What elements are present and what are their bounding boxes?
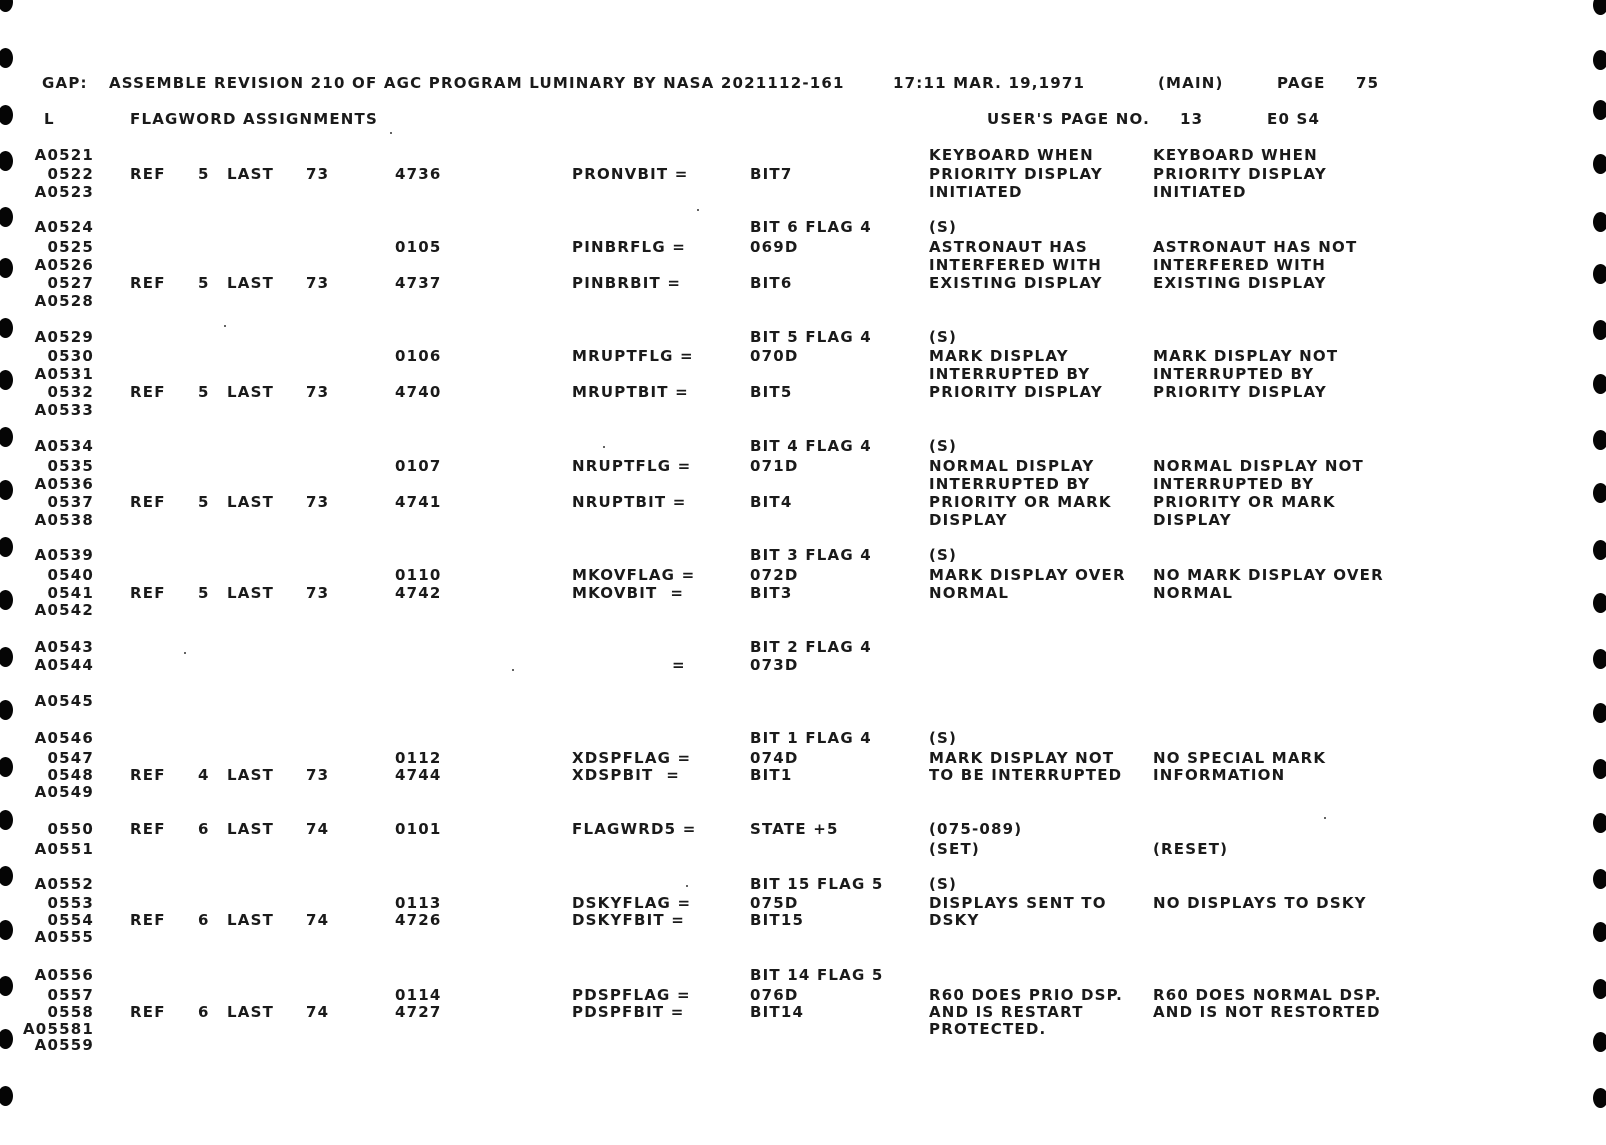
feed-hole	[1593, 154, 1606, 174]
line-location: 0522	[47, 165, 94, 183]
page-label: PAGE	[1277, 74, 1326, 92]
ref-keyword: REF	[130, 766, 166, 784]
set-meaning: (SET)	[929, 840, 980, 858]
line-location: 0547	[47, 749, 94, 767]
last-keyword: LAST	[227, 274, 275, 292]
value: STATE +5	[750, 820, 839, 838]
value: BIT3	[750, 584, 793, 602]
reset-meaning: PRIORITY OR MARK	[1153, 493, 1336, 511]
feed-hole	[0, 920, 13, 940]
last-keyword: LAST	[227, 911, 275, 929]
reset-meaning: KEYBOARD WHEN	[1153, 146, 1318, 164]
address: 0101	[395, 820, 442, 838]
value: BIT 3 FLAG 4	[750, 546, 872, 564]
line-location: 0537	[47, 493, 94, 511]
feed-hole	[1593, 1088, 1606, 1108]
address: 4744	[395, 766, 442, 784]
ref-keyword: REF	[130, 274, 166, 292]
line-location: A0528	[34, 292, 94, 310]
set-meaning: INTERRUPTED BY	[929, 365, 1091, 383]
value: BIT 5 FLAG 4	[750, 328, 872, 346]
reset-meaning: R60 DOES NORMAL DSP.	[1153, 986, 1382, 1004]
value: BIT4	[750, 493, 793, 511]
scan-speck	[603, 446, 605, 448]
page-number: 75	[1356, 74, 1380, 92]
address: 0114	[395, 986, 442, 1004]
scan-speck	[512, 669, 514, 671]
ref-keyword: REF	[130, 1003, 166, 1021]
feed-hole	[1593, 374, 1606, 394]
set-meaning: (S)	[929, 437, 958, 455]
set-meaning: MARK DISPLAY NOT	[929, 749, 1115, 767]
set-meaning: PRIORITY DISPLAY	[929, 383, 1103, 401]
set-meaning: KEYBOARD WHEN	[929, 146, 1094, 164]
line-location: 0550	[47, 820, 94, 838]
symbol: =	[672, 656, 686, 674]
line-location: A0559	[34, 1036, 94, 1054]
ref-keyword: REF	[130, 165, 166, 183]
line-location: 0527	[47, 274, 94, 292]
feed-hole	[0, 151, 13, 171]
line-location: A0526	[34, 256, 94, 274]
set-meaning: INITIATED	[929, 183, 1023, 201]
feed-hole	[0, 700, 13, 720]
assembly-title: ASSEMBLE REVISION 210 OF AGC PROGRAM LUMINARY BY NASA 2021112-161	[109, 74, 845, 92]
symbol: PINBRFLG =	[572, 238, 687, 256]
ref-count: 6	[198, 911, 210, 929]
address: 0113	[395, 894, 442, 912]
section-heading: FLAGWORD ASSIGNMENTS	[130, 110, 378, 128]
reset-meaning: INTERRUPTED BY	[1153, 365, 1315, 383]
ref-keyword: REF	[130, 911, 166, 929]
value: BIT6	[750, 274, 793, 292]
set-meaning: NORMAL	[929, 584, 1010, 602]
last-page: 73	[306, 274, 330, 292]
ref-count: 5	[198, 383, 210, 401]
scan-speck	[697, 209, 699, 211]
scan-speck	[224, 325, 226, 327]
set-meaning: ASTRONAUT HAS	[929, 238, 1088, 256]
address: 4727	[395, 1003, 442, 1021]
feed-hole	[1593, 50, 1606, 70]
reset-meaning: INITIATED	[1153, 183, 1247, 201]
feed-hole	[1593, 593, 1606, 613]
scan-speck	[686, 885, 688, 887]
line-location: A0538	[34, 511, 94, 529]
last-keyword: LAST	[227, 383, 275, 401]
value: BIT 4 FLAG 4	[750, 437, 872, 455]
feed-hole	[0, 976, 13, 996]
line-location: 0540	[47, 566, 94, 584]
last-page: 73	[306, 165, 330, 183]
set-meaning: PRIORITY DISPLAY	[929, 165, 1103, 183]
feed-hole	[0, 866, 13, 886]
symbol: PINBRBIT =	[572, 274, 682, 292]
symbol: MRUPTBIT =	[572, 383, 689, 401]
symbol: NRUPTFLG =	[572, 457, 692, 475]
line-location: 0535	[47, 457, 94, 475]
feed-hole	[0, 757, 13, 777]
reset-meaning: NO MARK DISPLAY OVER	[1153, 566, 1384, 584]
feed-hole	[0, 0, 13, 12]
ref-count: 6	[198, 1003, 210, 1021]
feed-hole	[1593, 869, 1606, 889]
line-location: 0525	[47, 238, 94, 256]
set-meaning: (S)	[929, 218, 958, 236]
symbol: FLAGWRD5 =	[572, 820, 697, 838]
value: BIT 1 FLAG 4	[750, 729, 872, 747]
symbol: PDSPFLAG =	[572, 986, 691, 1004]
reset-meaning: NORMAL DISPLAY NOT	[1153, 457, 1364, 475]
line-location: A0555	[34, 928, 94, 946]
scan-speck	[390, 132, 392, 134]
ref-count: 5	[198, 274, 210, 292]
last-page: 74	[306, 1003, 330, 1021]
set-meaning: R60 DOES PRIO DSP.	[929, 986, 1124, 1004]
symbol: MKOVFLAG =	[572, 566, 696, 584]
last-page: 73	[306, 493, 330, 511]
feed-hole	[1593, 649, 1606, 669]
last-page: 74	[306, 820, 330, 838]
feed-hole	[0, 647, 13, 667]
address: 4740	[395, 383, 442, 401]
reset-meaning: (RESET)	[1153, 840, 1229, 858]
reset-meaning: INTERFERED WITH	[1153, 256, 1327, 274]
line-location: A0556	[34, 966, 94, 984]
value: 072D	[750, 566, 799, 584]
symbol: PDSPFBIT =	[572, 1003, 685, 1021]
last-page: 73	[306, 766, 330, 784]
feed-hole	[0, 207, 13, 227]
set-meaning: PROTECTED.	[929, 1020, 1047, 1038]
feed-hole	[0, 258, 13, 278]
last-keyword: LAST	[227, 165, 275, 183]
feed-hole	[0, 1086, 13, 1106]
feed-hole	[1593, 979, 1606, 999]
feed-hole	[1593, 1032, 1606, 1052]
set-meaning: DISPLAY	[929, 511, 1008, 529]
ref-count: 5	[198, 584, 210, 602]
last-page: 74	[306, 911, 330, 929]
feed-hole	[0, 427, 13, 447]
line-location: A0521	[34, 146, 94, 164]
ref-count: 5	[198, 165, 210, 183]
set-meaning: DSKY	[929, 911, 980, 929]
ref-keyword: REF	[130, 584, 166, 602]
symbol: PRONVBIT =	[572, 165, 689, 183]
feed-hole	[0, 480, 13, 500]
value: BIT 15 FLAG 5	[750, 875, 884, 893]
value: 071D	[750, 457, 799, 475]
line-location: A0545	[34, 692, 94, 710]
last-keyword: LAST	[227, 820, 275, 838]
ref-keyword: REF	[130, 820, 166, 838]
feed-hole	[1593, 320, 1606, 340]
last-keyword: LAST	[227, 766, 275, 784]
last-keyword: LAST	[227, 493, 275, 511]
line-location: A0523	[34, 183, 94, 201]
line-location: A0524	[34, 218, 94, 236]
feed-hole	[0, 1029, 13, 1049]
symbol: NRUPTBIT =	[572, 493, 687, 511]
symbol: DSKYFBIT =	[572, 911, 686, 929]
feed-hole	[0, 590, 13, 610]
address: 4726	[395, 911, 442, 929]
value: 070D	[750, 347, 799, 365]
feed-hole	[0, 370, 13, 390]
users-page-number: 13	[1180, 110, 1204, 128]
feed-hole	[0, 105, 13, 125]
address: 4737	[395, 274, 442, 292]
set-meaning: (S)	[929, 729, 958, 747]
line-location: A0549	[34, 783, 94, 801]
section-name: (MAIN)	[1158, 74, 1224, 92]
value: BIT5	[750, 383, 793, 401]
line-location: A0529	[34, 328, 94, 346]
value: 075D	[750, 894, 799, 912]
line-location: A0551	[34, 840, 94, 858]
set-meaning: (075-089)	[929, 820, 1023, 838]
address: 4736	[395, 165, 442, 183]
feed-hole	[0, 318, 13, 338]
gap-label: GAP:	[42, 74, 88, 92]
line-location: A0536	[34, 475, 94, 493]
set-meaning: INTERFERED WITH	[929, 256, 1103, 274]
value: 069D	[750, 238, 799, 256]
set-meaning: (S)	[929, 875, 958, 893]
line-location: A0534	[34, 437, 94, 455]
scan-speck	[184, 652, 186, 654]
last-page: 73	[306, 383, 330, 401]
set-meaning: EXISTING DISPLAY	[929, 274, 1103, 292]
users-page-label: USER'S PAGE NO.	[987, 110, 1151, 128]
set-meaning: INTERRUPTED BY	[929, 475, 1091, 493]
symbol: DSKYFLAG =	[572, 894, 692, 912]
set-meaning: (S)	[929, 328, 958, 346]
column-marker: L	[44, 110, 55, 128]
set-meaning: AND IS RESTART	[929, 1003, 1084, 1021]
ref-count: 5	[198, 493, 210, 511]
ref-keyword: REF	[130, 493, 166, 511]
reset-meaning: PRIORITY DISPLAY	[1153, 165, 1327, 183]
line-location: A0539	[34, 546, 94, 564]
reset-meaning: MARK DISPLAY NOT	[1153, 347, 1339, 365]
line-location: A0544	[34, 656, 94, 674]
feed-hole	[1593, 430, 1606, 450]
address: 0106	[395, 347, 442, 365]
line-location: 0557	[47, 986, 94, 1004]
address: 4741	[395, 493, 442, 511]
feed-hole	[1593, 100, 1606, 120]
value: 074D	[750, 749, 799, 767]
value: BIT 2 FLAG 4	[750, 638, 872, 656]
set-meaning: PRIORITY OR MARK	[929, 493, 1112, 511]
value: BIT14	[750, 1003, 805, 1021]
reset-meaning: PRIORITY DISPLAY	[1153, 383, 1327, 401]
value: BIT7	[750, 165, 793, 183]
line-location: 0548	[47, 766, 94, 784]
feed-hole	[0, 537, 13, 557]
value: BIT 14 FLAG 5	[750, 966, 884, 984]
address: 4742	[395, 584, 442, 602]
line-location: 0554	[47, 911, 94, 929]
line-location: A0531	[34, 365, 94, 383]
feed-hole	[1593, 483, 1606, 503]
feed-hole	[1593, 212, 1606, 232]
print-datetime: 17:11 MAR. 19,1971	[893, 74, 1086, 92]
reset-meaning: ASTRONAUT HAS NOT	[1153, 238, 1358, 256]
line-location: 0532	[47, 383, 94, 401]
last-page: 73	[306, 584, 330, 602]
line-location: 0553	[47, 894, 94, 912]
set-meaning: (S)	[929, 546, 958, 564]
feed-hole	[0, 48, 13, 68]
feed-hole	[1593, 0, 1606, 15]
reset-meaning: NO SPECIAL MARK	[1153, 749, 1327, 767]
line-location: A0552	[34, 875, 94, 893]
reset-meaning: EXISTING DISPLAY	[1153, 274, 1327, 292]
feed-hole	[1593, 922, 1606, 942]
symbol: XDSPFLAG =	[572, 749, 692, 767]
reset-meaning: NORMAL	[1153, 584, 1234, 602]
line-location: A0533	[34, 401, 94, 419]
scan-speck	[1324, 817, 1326, 819]
value: BIT1	[750, 766, 793, 784]
feed-hole	[0, 810, 13, 830]
reset-meaning: NO DISPLAYS TO DSKY	[1153, 894, 1367, 912]
address: 0112	[395, 749, 442, 767]
line-location: A0546	[34, 729, 94, 747]
value: 073D	[750, 656, 799, 674]
reset-meaning: AND IS NOT RESTORTED	[1153, 1003, 1381, 1021]
ref-count: 4	[198, 766, 210, 784]
reset-meaning: INTERRUPTED BY	[1153, 475, 1315, 493]
value: 076D	[750, 986, 799, 1004]
symbol: MRUPTFLG =	[572, 347, 694, 365]
feed-hole	[1593, 264, 1606, 284]
address: 0105	[395, 238, 442, 256]
feed-hole	[1593, 759, 1606, 779]
line-location: 0558	[47, 1003, 94, 1021]
symbol: MKOVBIT =	[572, 584, 685, 602]
value: BIT15	[750, 911, 805, 929]
line-location: A0543	[34, 638, 94, 656]
ref-count: 6	[198, 820, 210, 838]
line-location: A0542	[34, 601, 94, 619]
value: BIT 6 FLAG 4	[750, 218, 872, 236]
address: 0110	[395, 566, 442, 584]
address: 0107	[395, 457, 442, 475]
set-meaning: MARK DISPLAY	[929, 347, 1069, 365]
ref-keyword: REF	[130, 383, 166, 401]
line-location: 0530	[47, 347, 94, 365]
feed-hole	[1593, 703, 1606, 723]
line-location: 0541	[47, 584, 94, 602]
feed-hole	[1593, 813, 1606, 833]
last-keyword: LAST	[227, 584, 275, 602]
set-meaning: NORMAL DISPLAY	[929, 457, 1095, 475]
listing-code: E0 S4	[1267, 110, 1321, 128]
set-meaning: DISPLAYS SENT TO	[929, 894, 1107, 912]
set-meaning: MARK DISPLAY OVER	[929, 566, 1126, 584]
set-meaning: TO BE INTERRUPTED	[929, 766, 1123, 784]
reset-meaning: DISPLAY	[1153, 511, 1232, 529]
feed-hole	[1593, 540, 1606, 560]
last-keyword: LAST	[227, 1003, 275, 1021]
symbol: XDSPBIT =	[572, 766, 681, 784]
reset-meaning: INFORMATION	[1153, 766, 1286, 784]
line-location: A05581	[23, 1020, 94, 1038]
